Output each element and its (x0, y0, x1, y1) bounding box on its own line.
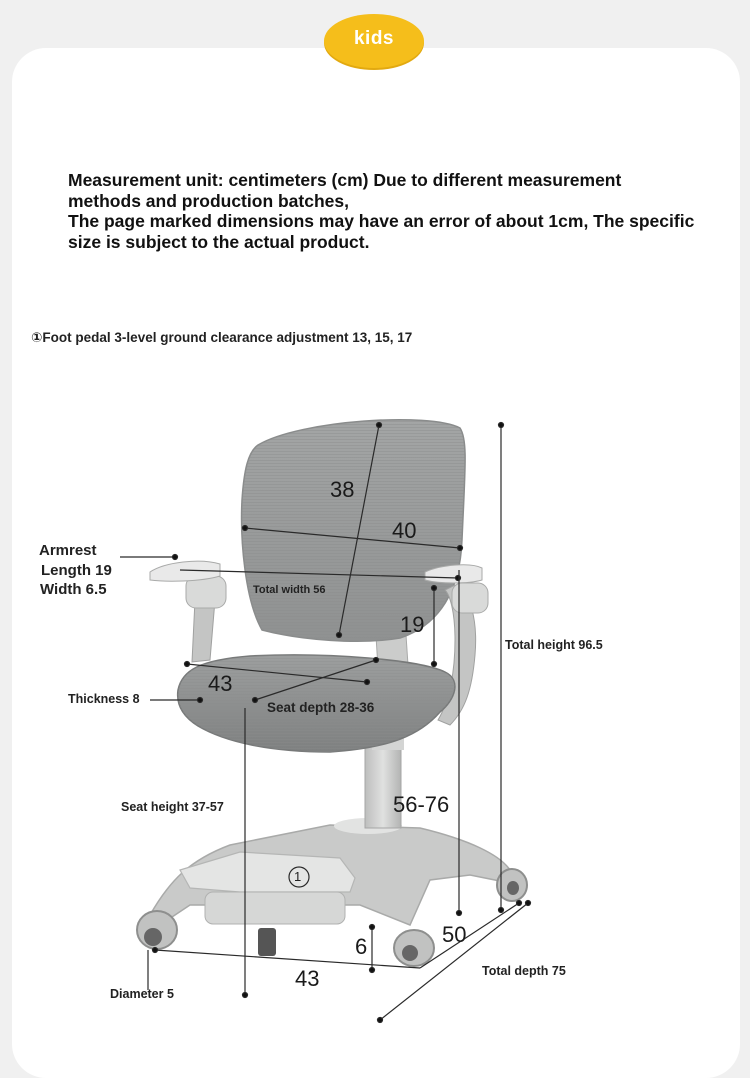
notice-line-1: Measurement unit: centimeters (cm) Due to different measurement (68, 170, 622, 190)
total-depth-label: Total depth 75 (482, 964, 566, 978)
pedal-marker: 1 (294, 869, 302, 884)
armrest-height-label: 19 (400, 612, 425, 637)
armrest-left (150, 561, 226, 662)
badge-label: kids (353, 28, 395, 49)
base-depth-label: 50 (442, 922, 467, 947)
armrest-length-label: Length 19 (41, 562, 112, 579)
backrest-width-label: 40 (392, 518, 417, 543)
thickness-label: Thickness 8 (68, 692, 140, 706)
notice-line-3: The page marked dimensions may have an error of about 1cm, The specific (68, 211, 695, 231)
seat-height-label: Seat height 37-57 (121, 800, 224, 814)
backrest-height-label: 38 (330, 477, 355, 502)
seat-depth-label: Seat depth 28-36 (267, 700, 375, 715)
armrest-width-label: Width 6.5 (40, 581, 107, 598)
foot-pedal-note: ①Foot pedal 3-level ground clearance adjustment 13, 15, 17 (31, 330, 413, 345)
wheel-diameter-label: Diameter 5 (110, 987, 174, 1001)
pedal-clearance-label: 6 (355, 934, 368, 959)
total-width-label: Total width 56 (253, 584, 326, 596)
base-width-label: 43 (295, 966, 320, 991)
armrest-floor-height-label: 56-76 (393, 792, 450, 817)
armrest-title: Armrest (39, 542, 97, 559)
notice-line-2: methods and production batches, (68, 190, 349, 211)
seat-width-label: 43 (208, 671, 233, 696)
total-height-label: Total height 96.5 (505, 638, 603, 652)
notice-line-4: size is subject to the actual product. (68, 231, 370, 252)
